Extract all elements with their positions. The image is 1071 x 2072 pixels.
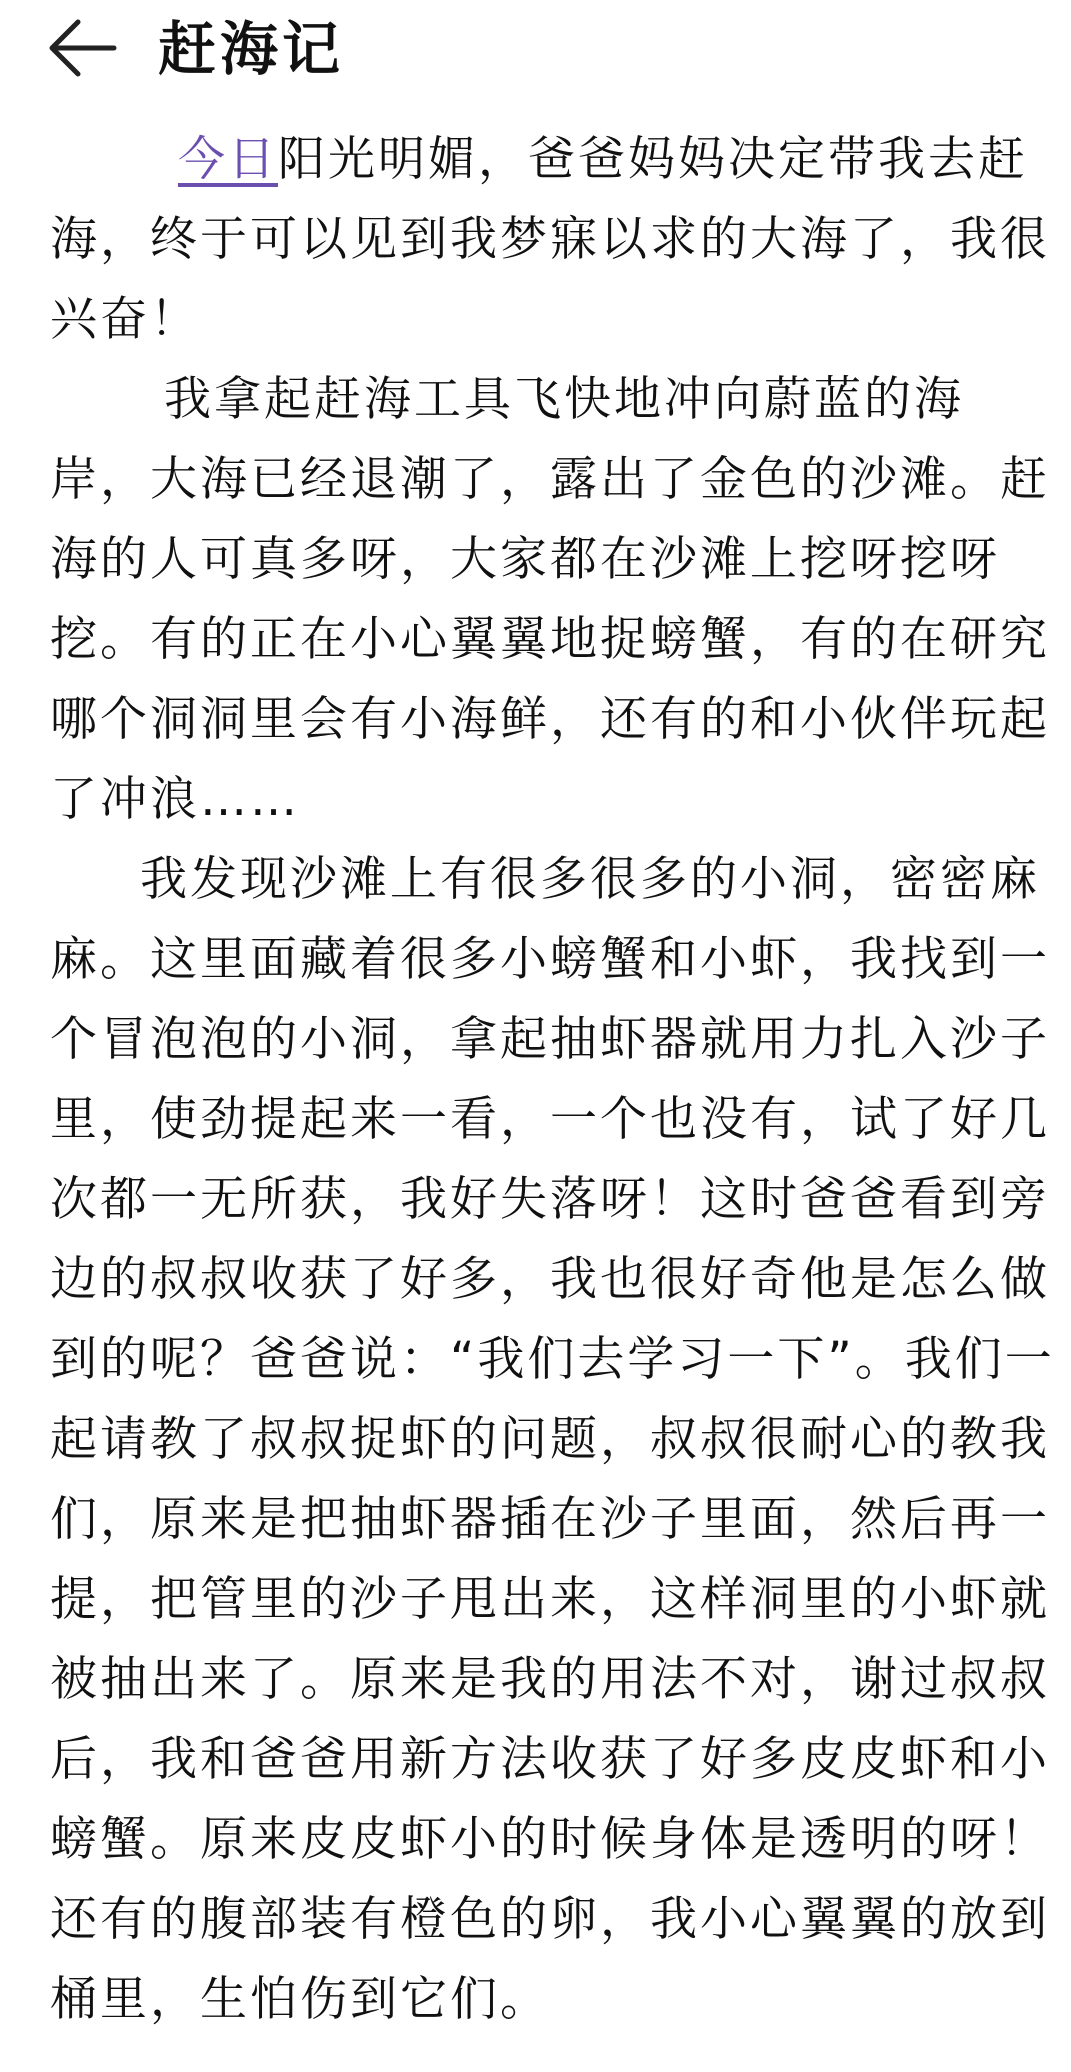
article-line: 们，原来是把抽虾器插在沙子里面，然后再一 [50,1492,1050,1547]
article-line: 提，把管里的沙子甩出来，这样洞里的小虾就 [50,1572,1050,1627]
page-title: 赶海记 [158,15,345,83]
article-line: 里，使劲提起来一看，一个也没有，试了好几 [50,1092,1050,1147]
article-line: 我发现沙滩上有很多很多的小洞，密密麻 [140,852,1040,907]
arrow-left-icon [48,16,118,80]
article-line [178,120,1028,200]
top-bar [0,0,1071,100]
article-body [0,120,1071,2070]
article-line: 后，我和爸爸用新方法收获了好多皮皮虾和小 [50,1732,1050,1787]
article-line: 桶里，生怕伤到它们。 [50,1972,550,2027]
date-link[interactable]: 今日 [178,132,278,187]
article-line: 起请教了叔叔捉虾的问题，叔叔很耐心的教我 [50,1412,1050,1467]
article-line: 次都一无所获，我好失落呀！这时爸爸看到旁 [50,1172,1050,1227]
article-line: 哪个洞洞里会有小海鲜，还有的和小伙伴玩起 [50,692,1050,747]
line-text: 阳光明媚，爸爸妈妈决定带我去赶 [278,132,1028,187]
article-line: 到的呢？爸爸说：“我们去学习一下”。我们一 [50,1332,1055,1387]
article-line: 海的人可真多呀，大家都在沙滩上挖呀挖呀 [50,532,1000,587]
article-line: 了冲浪…… [50,772,300,827]
article-line: 挖。有的正在小心翼翼地捉螃蟹，有的在研究 [50,612,1050,667]
article-line: 被抽出来了。原来是我的用法不对，谢过叔叔 [50,1652,1050,1707]
article-line: 个冒泡泡的小洞，拿起抽虾器就用力扎入沙子 [50,1012,1050,1067]
article-line: 还有的腹部装有橙色的卵，我小心翼翼的放到 [50,1892,1050,1947]
article-line: 边的叔叔收获了好多，我也很好奇他是怎么做 [50,1252,1050,1307]
back-button[interactable] [48,16,118,80]
article-line: 岸，大海已经退潮了，露出了金色的沙滩。赶 [50,452,1050,507]
article-line: 兴奋！ [50,292,200,347]
article-line: 螃蟹。原来皮皮虾小的时候身体是透明的呀！ [50,1812,1050,1867]
article-line: 麻。这里面藏着很多小螃蟹和小虾，我找到一 [50,932,1050,987]
article-line: 我拿起赶海工具飞快地冲向蔚蓝的海 [164,372,964,427]
article-line: 海，终于可以见到我梦寐以求的大海了，我很 [50,212,1050,267]
